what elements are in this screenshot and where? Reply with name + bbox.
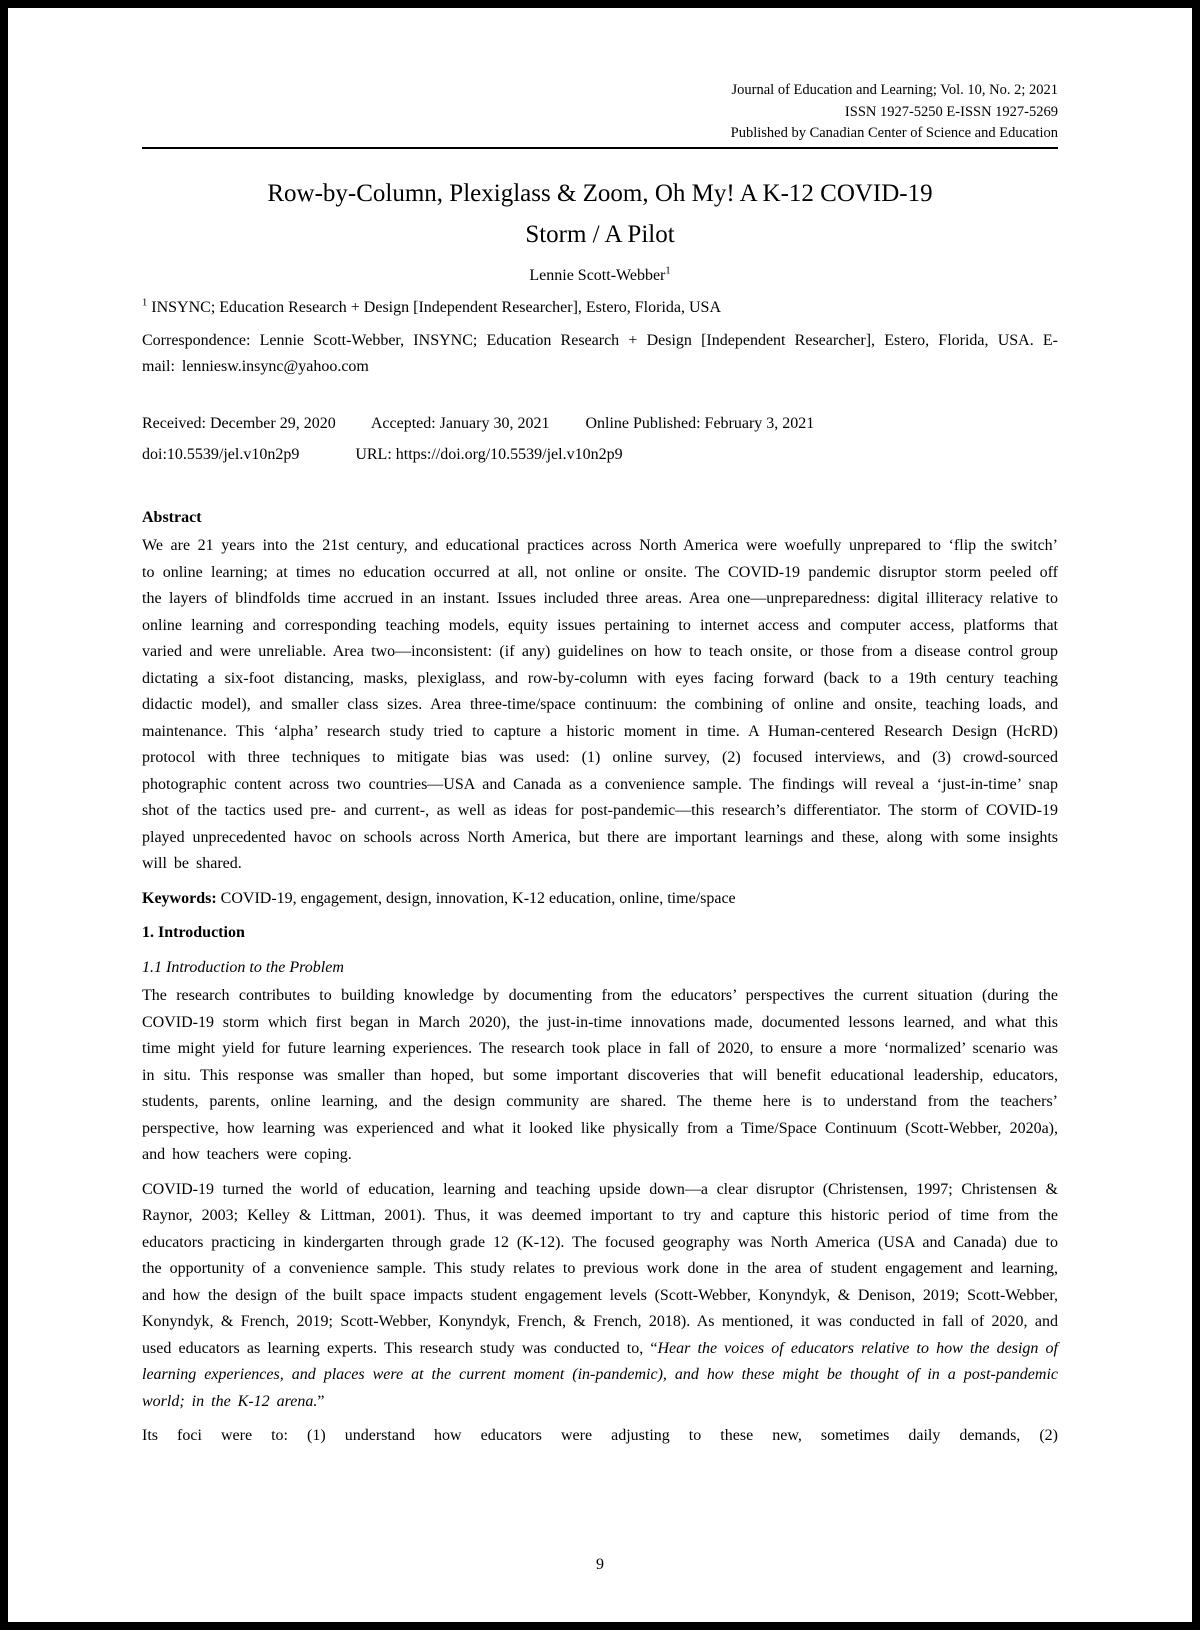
affiliation-line <box>142 295 1058 322</box>
received-date: Received: December 29, 2020 <box>142 414 336 432</box>
introduction-heading: 1. Introduction <box>142 924 245 941</box>
author-footnote-marker: 1 <box>665 265 671 277</box>
journal-header <box>142 8 1058 145</box>
introduction-subheading: 1.1 Introduction to the Problem <box>142 958 344 976</box>
issn-line: ISSN 1927-5250 E-ISSN 1927-5269 <box>844 103 1058 120</box>
intro-paragraph-3: Its foci were to: (1) understand how educators were adjusting to these new, sometimes daily demands, (2) <box>142 1427 1058 1444</box>
publisher-line: Published by Canadian Center of Science and Education <box>730 125 1058 141</box>
dates-line <box>142 411 1058 438</box>
accepted-date: Accepted: January 30, 2021 <box>370 414 550 432</box>
article-title-line-2: Storm / A Pilot <box>525 220 675 248</box>
doi-text: doi:10.5539/jel.v10n2p9 <box>142 446 300 463</box>
author-line <box>142 263 1058 290</box>
intro-paragraph-2 <box>142 1177 1058 1416</box>
article-title-line-1: Row-by-Column, Plexiglass & Zoom, Oh My! A K-12 COVID-19 <box>267 179 933 207</box>
keywords-text: COVID-19, engagement, design, innovation, K-12 education, online, time/space <box>216 889 736 907</box>
affiliation-text: INSYNC; Education Research + Design [Independent Researcher], Estero, Florida, USA <box>147 299 722 316</box>
page-content <box>8 8 1192 1450</box>
url-text: URL: https://doi.org/10.5539/jel.v10n2p9 <box>355 446 623 463</box>
affiliation-footnote-marker: 1 <box>142 297 148 309</box>
online-published-date: Online Published: February 3, 2021 <box>585 414 815 432</box>
correspondence-line: Correspondence: Lennie Scott-Webber, INSYNC; Education Research + Design [Independent Researcher], Estero, Florida, USA. E-mail: lenniesw.insync@yahoo.com <box>142 331 1058 375</box>
intro-paragraph-2-quote: Hear the voices of educators relative to how the design of learning experiences, and places were at the current moment (in-pandemic), and how these might be thought of in a post-pandemic world; in the K-12 arena. <box>142 1339 1059 1410</box>
author-name: Lennie Scott-Webber <box>529 266 666 284</box>
intro-paragraph-2-lead: COVID-19 turned the world of education, learning and teaching upside down—a clear disruptor (Christensen, 1997; Christensen & Raynor, 2003; Kelley & Littman, 2001). Thus, it was deemed important to try and capture this historic period of time from the educators practicing in kindergarten through grade 12 (K-12). The focused geography was North America (USA and Canada) due to the opportunity of a convenience sample. This study relates to previous work done in the area of student engagement and learning, and how the design of the built space impacts student engagement levels (Scott-Webber, Konyndyk, & Denison, 2019; Scott-Webber, Konyndyk, & French, 2019; Scott-Webber, Konyndyk, French, & French, 2018). As mentioned, it was conducted in fall of 2020, and used educators as learning experts. This research study was conducted to, “ <box>142 1180 1058 1357</box>
doi-line <box>142 442 1058 469</box>
page-number: 9 <box>596 1556 604 1573</box>
article-title <box>142 173 1058 255</box>
intro-paragraph-1: The research contributes to building knowledge by documenting from the educators’ perspectives the current situation (during the COVID-19 storm which first began in March 2020), the just-in-time innovations made, documented lessons learned, and what this time might yield for future learning experiences. The research took place in fall of 2020, to ensure a more ‘normalized’ scenario was in situ. This response was smaller than hoped, but some important discoveries that will benefit educational leadership, educators, students, parents, online learning, and the design community are shared. The theme here is to understand from the teachers’ perspective, how learning was experienced and what it looked like physically from a Time/Space Continuum (Scott-Webber, 2020a), and how teachers were coping. <box>142 987 1058 1163</box>
abstract-heading: Abstract <box>142 508 202 526</box>
header-divider <box>142 147 1058 149</box>
intro-paragraph-2-close-quote: ” <box>317 1392 325 1410</box>
abstract-text: We are 21 years into the 21st century, and educational practices across North America were woefully unprepared to ‘flip the switch’ to online learning; at times no education occurred at all, not online or onsite. The COVID-19 pandemic disruptor storm peeled off the layers of blindfolds time accrued in an instant. Issues included three areas. Area one—unpreparedness: digital illiteracy relative to online learning and corresponding teaching models, equity issues pertaining to internet access and computer access, platforms that varied and were unreliable. Area two—inconsistent: (if any) guidelines on how to teach onsite, or those from a disease control group dictating a six-foot distancing, masks, plexiglass, and row-by-column with eyes facing forward (back to a 19th century teaching didactic model), and smaller class sizes. Area three-time/space continuum: the combining of online and onsite, teaching loads, and maintenance. This ‘alpha’ research study tried to capture a historic moment in time. A Human-centered Research Design (HcRD) protocol with three techniques to mitigate bias was used: (1) online survey, (2) focused interviews, and (3) crowd-sourced photographic content across two countries—USA and Canada as a convenience sample. The findings will reveal a ‘just-in-time’ snap shot of the tactics used pre- and current-, as well as ideas for post-pandemic—this research’s differentiator. The storm of COVID-19 played unprecedented havoc on schools across North America, but there are important learnings and these, along with some insights will be shared. <box>142 537 1058 872</box>
keywords-label: Keywords: <box>142 889 217 907</box>
journal-line: Journal of Education and Learning; Vol. 10, No. 2; 2021 <box>731 82 1058 98</box>
keywords-line <box>142 886 1058 913</box>
